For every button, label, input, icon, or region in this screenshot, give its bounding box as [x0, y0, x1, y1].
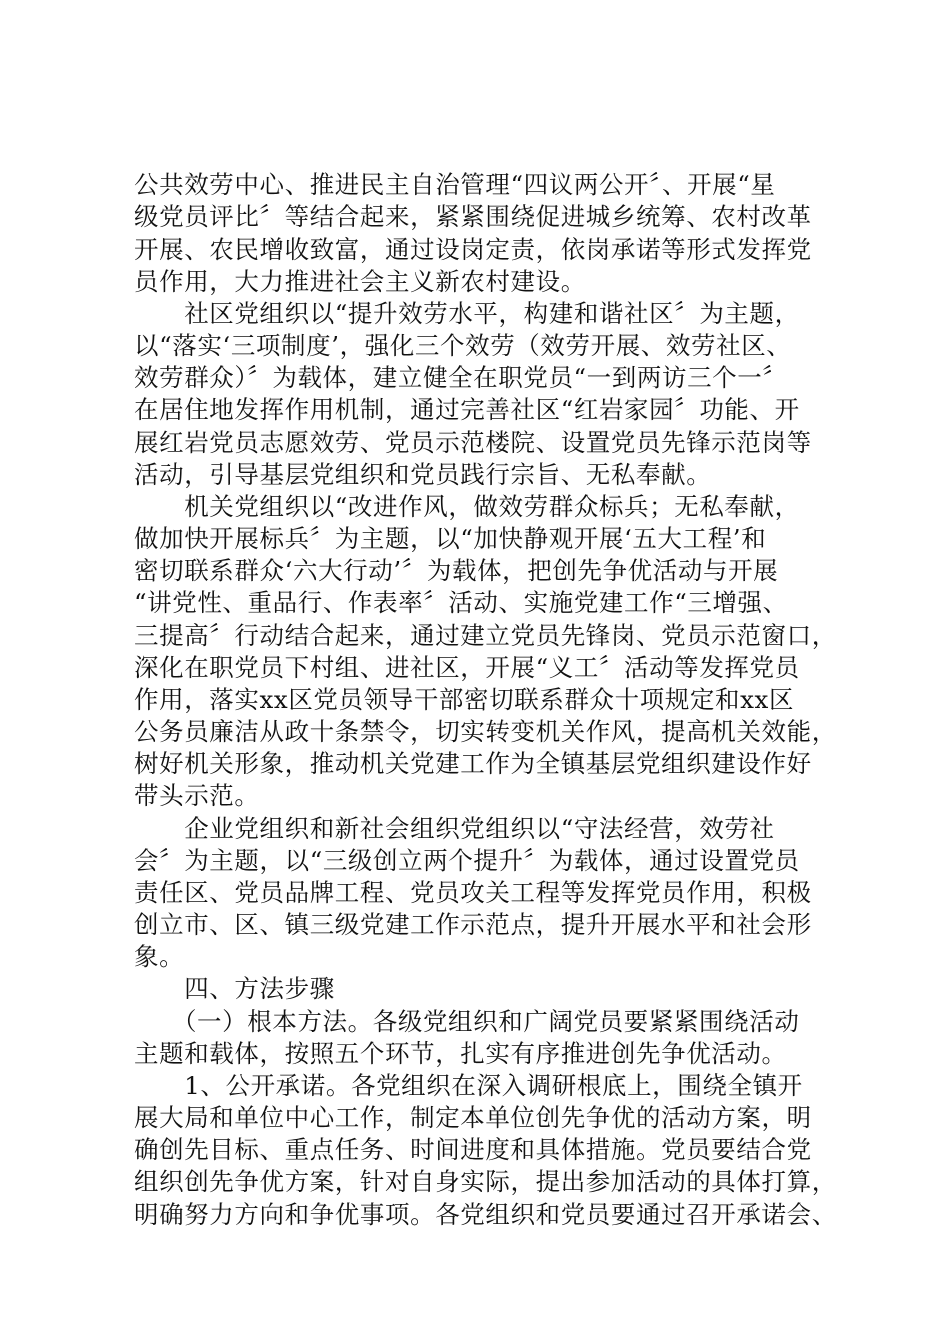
text-line: 主题和载体，按照五个环节，扎实有序推进创先争优活动。	[134, 1039, 787, 1068]
text-line: 会〞为主题，以“三级创立两个提升〞为载体，通过设置党员	[134, 846, 800, 875]
text-line: 树好机关形象，推动机关党建工作为全镇基层党组织建设作好	[134, 749, 812, 778]
text-line: 机关党组织以“改进作风，做效劳群众标兵；无私奉献，	[134, 492, 800, 521]
text-line: 活动，引导基层党组织和党员践行宗旨、无私奉献。	[134, 460, 712, 489]
text-line: 1、公开承诺。各党组织在深入调研根底上，围绕全镇开	[134, 1071, 803, 1100]
text-line: 做加快开展标兵〞为主题，以“加快静观开展‘五大工程’和	[134, 524, 767, 553]
text-line: 组织创先争优方案，针对自身实际，提出参加活动的具体打算，	[134, 1167, 837, 1196]
text-line: 以“落实‘三项制度’，强化三个效劳（效劳开展、效劳社区、	[134, 331, 792, 360]
text-line: 在居住地发挥作用机制，通过完善社区“红岩家园〞功能、开	[134, 395, 800, 424]
text-line: 公务员廉洁从政十条禁令，切实转变机关作风，提高机关效能，	[134, 717, 837, 746]
text-line: 责任区、党员品牌工程、党员攻关工程等发挥党员作用，积极	[134, 878, 812, 907]
text-line: “讲党性、重品行、作表率〞活动、实施党建工作“三增强、	[134, 588, 788, 617]
text-line: 象。	[134, 942, 185, 971]
text-line: 三提高〞行动结合起来，通过建立党员先锋岗、党员示范窗口，	[134, 621, 837, 650]
text-line: （一）根本方法。各级党组织和广阔党员要紧紧围绕活动	[134, 1007, 800, 1036]
text-line: 公共效劳中心、推进民主自治管理“四议两公开〞、开展“星	[134, 170, 776, 199]
text-line: 效劳群众）〞为载体，建立健全在职党员“一到两访三个一〞	[134, 363, 788, 392]
text-line: 明确努力方向和争优事项。各党组织和党员要通过召开承诺会、	[134, 1200, 837, 1229]
text-line: 开展、农民增收致富，通过设岗定责，依岗承诺等形式发挥党	[134, 235, 812, 264]
text-line: 作用，落实xx区党员领导干部密切联系群众十项规定和xx区	[134, 685, 795, 714]
text-line: 创立市、区、镇三级党建工作示范点，提升开展水平和社会形	[134, 910, 812, 939]
text-line: 密切联系群众‘六大行动’〞为载体，把创先争优活动与开展	[134, 556, 779, 585]
text-line: 企业党组织和新社会组织党组织以“守法经营，效劳社	[134, 814, 775, 843]
text-line: 级党员评比〞等结合起来，紧紧围绕促进城乡统筹、农村改革	[134, 202, 812, 231]
text-line: 社区党组织以“提升效劳水平，构建和谐社区〞为主题，	[134, 299, 800, 328]
text-line: 展红岩党员志愿效劳、党员示范楼院、设置党员先锋示范岗等	[134, 428, 812, 457]
text-line: 深化在职党员下村组、进社区，开展“义工〞活动等发挥党员	[134, 653, 800, 682]
text-line: 确创先目标、重点任务、时间进度和具体措施。党员要结合党	[134, 1135, 812, 1164]
section-heading: 四、方法步骤	[134, 974, 335, 1003]
text-line: 展大局和单位中心工作，制定本单位创先争优的活动方案，明	[134, 1103, 812, 1132]
text-line: 带头示范。	[134, 781, 260, 810]
text-line: 员作用，大力推进社会主义新农村建设。	[134, 267, 586, 296]
